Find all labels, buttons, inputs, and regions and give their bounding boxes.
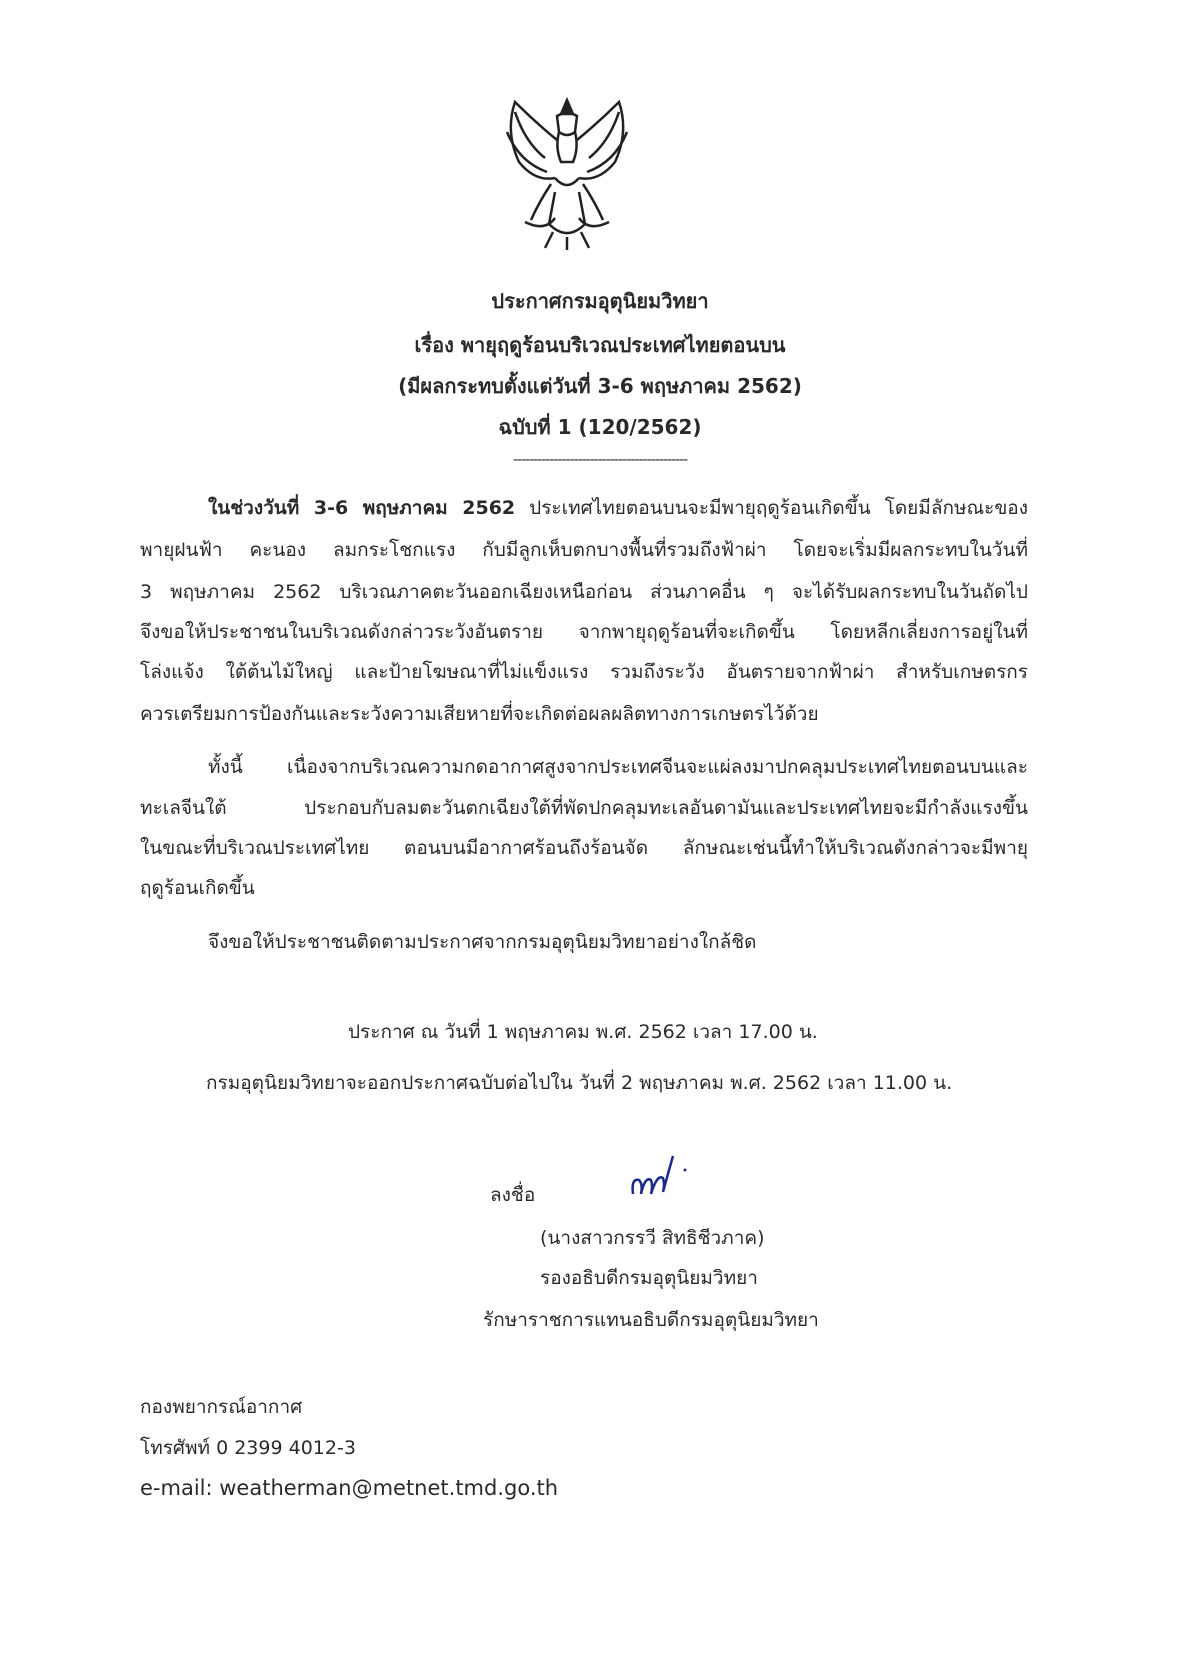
- handwritten-signature: [625, 1150, 695, 1200]
- announcement-effective-dates: (มีผลกระทบตั้งแต่วันที่ 3-6 พฤษภาคม 2562): [398, 374, 802, 398]
- divider: -------------------------------------------: [512, 452, 688, 468]
- paragraph-1-text: ประเทศไทยตอนบนจะมีพายุฤดูร้อนเกิดขึ้น โดยมีลักษณะของ: [515, 497, 1028, 519]
- footer-phone: โทรศัพท์ 0 2399 4012-3: [140, 1437, 356, 1459]
- garuda-emblem: [495, 92, 640, 252]
- paragraph-1-line: จึงขอให้ประชาชนในบริเวณดังกล่าวระวังอันตราย จากพายุฤดูร้อนที่จะเกิดขึ้น โดยหลีกเลี่ยงการอยู่ในที่: [140, 621, 1028, 643]
- next-issue-notice: กรมอุตุนิยมวิทยาจะออกประกาศฉบับต่อไปใน วันที่ 2 พฤษภาคม พ.ศ. 2562 เวลา 11.00 น.: [206, 1072, 953, 1094]
- signatory-acting-position: รักษาราชการแทนอธิบดีกรมอุตุนิยมวิทยา: [483, 1309, 819, 1331]
- paragraph-1-line: [208, 493, 1028, 523]
- footer-email[interactable]: e-mail: weatherman@metnet.tmd.go.th: [140, 1476, 559, 1500]
- paragraph-2-line: ทะเลจีนใต้ ประกอบกับลมตะวันตกเฉียงใต้ที่พัดปกคลุมทะเลอันดามันและประเทศไทยจะมีกำลังแรงขึ้น: [140, 797, 1028, 819]
- announcement-subject: เรื่อง พายุฤดูร้อนบริเวณประเทศไทยตอนบน: [414, 333, 786, 357]
- footer-division: กองพยากรณ์อากาศ: [140, 1396, 303, 1418]
- paragraph-2-line: ฤดูร้อนเกิดขึ้น: [140, 877, 255, 899]
- announcement-issue-number: ฉบับที่ 1 (120/2562): [498, 415, 702, 439]
- paragraph-1-lead: ในช่วงวันที่ 3-6 พฤษภาคม 2562: [208, 497, 516, 519]
- paragraph-1-line: 3 พฤษภาคม 2562 บริเวณภาคตะวันออกเฉียงเหนือก่อน ส่วนภาคอื่น ๆ จะได้รับผลกระทบในวันถัดไป: [140, 581, 1028, 603]
- signatory-position: รองอธิบดีกรมอุตุนิยมวิทยา: [540, 1267, 758, 1289]
- announcement-title: ประกาศกรมอุตุนิยมวิทยา: [491, 289, 709, 313]
- paragraph-1-line: โล่งแจ้ง ใต้ต้นไม้ใหญ่ และป้ายโฆษณาที่ไม่แข็งแรง รวมถึงระวัง อันตรายจากฟ้าผ่า สำหรับเกษตรกร: [140, 661, 1028, 683]
- signature-label: ลงชื่อ: [490, 1184, 536, 1206]
- announcement-date: ประกาศ ณ วันที่ 1 พฤษภาคม พ.ศ. 2562 เวลา 17.00 น.: [348, 1021, 818, 1043]
- signatory-name: (นางสาวกรรวี สิทธิชีวภาค): [540, 1227, 765, 1249]
- paragraph-1-line: ควรเตรียมการป้องกันและระวังความเสียหายที่จะเกิดต่อผลผลิตทางการเกษตรไว้ด้วย: [140, 703, 819, 725]
- paragraph-3: จึงขอให้ประชาชนติดตามประกาศจากกรมอุตุนิยมวิทยาอย่างใกล้ชิด: [208, 931, 757, 953]
- paragraph-2-line: ในขณะที่บริเวณประเทศไทย ตอนบนมีอากาศร้อนถึงร้อนจัด ลักษณะเช่นนี้ทำให้บริเวณดังกล่าวจะมีพายุ: [140, 837, 1028, 859]
- paragraph-2-line: ทั้งนี้ เนื่องจากบริเวณความกดอากาศสูงจากประเทศจีนจะแผ่ลงมาปกคลุมประเทศไทยตอนบนและ: [208, 756, 1028, 778]
- paragraph-1-line: พายุฝนฟ้า คะนอง ลมกระโชกแรง กับมีลูกเห็บตกบางพื้นที่รวมถึงฟ้าผ่า โดยจะเริ่มมีผลกระทบในวันที่: [140, 539, 1028, 561]
